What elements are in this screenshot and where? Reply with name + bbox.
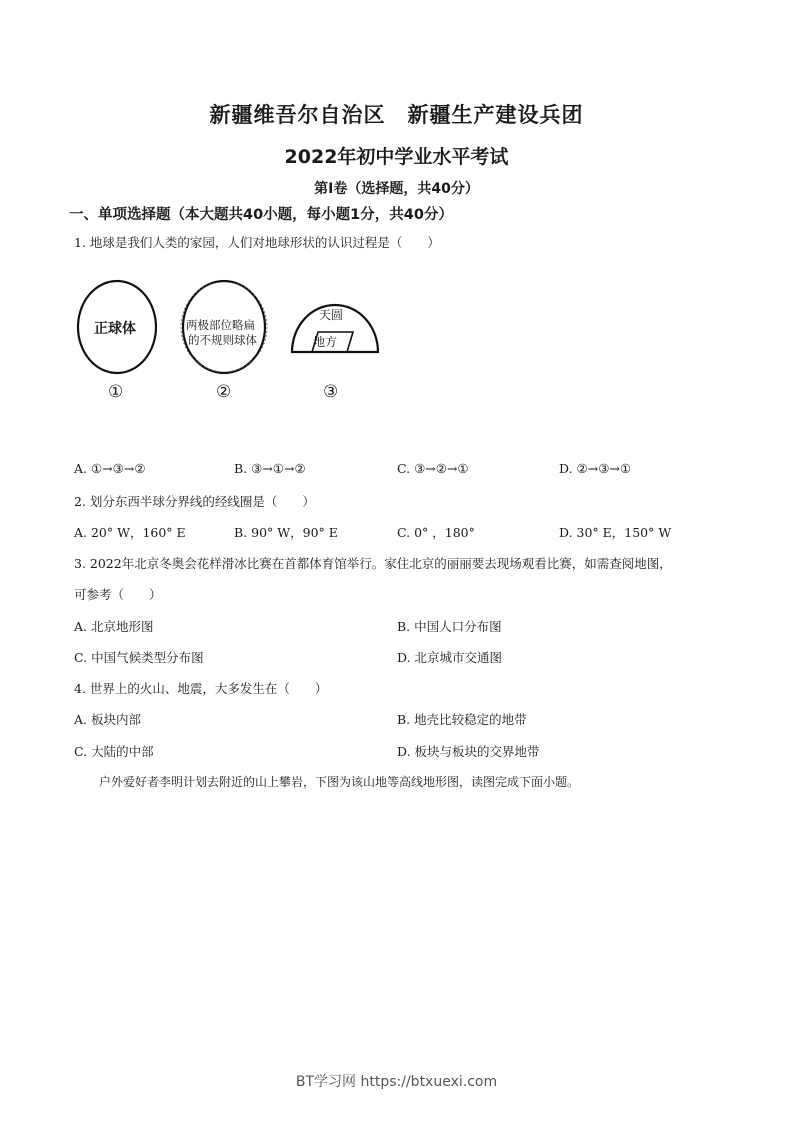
shape-3-label-top: 天圆 [319, 308, 344, 322]
question-2-stem: 2. 划分东西半球分界线的经线圈是（ ） [74, 494, 315, 509]
shape-2-number: ② [216, 382, 232, 402]
q4-option-b[interactable]: B. 地壳比较稳定的地带 [397, 712, 527, 727]
q2-option-a[interactable]: A. 20° W，160° E [74, 525, 186, 540]
q1-option-d[interactable]: D. ②→③→① [559, 461, 632, 476]
q1-option-c[interactable]: C. ③→②→① [397, 461, 469, 476]
q4-option-a[interactable]: A. 板块内部 [74, 712, 141, 727]
footer-watermark: BT学习网 https://btxuexi.com [295, 1074, 498, 1090]
question-4-stem: 4. 世界上的火山、地震，大多发生在（ ） [74, 681, 328, 696]
title-region: 新疆维吾尔自治区 [209, 103, 386, 127]
title-corps: 新疆生产建设兵团 [407, 103, 584, 127]
question-3-stem-line2: 可参考（ ） [74, 587, 162, 602]
q2-option-b[interactable]: B. 90° W，90° E [234, 525, 338, 540]
exam-title-line2: 2022年初中学业水平考试 [284, 146, 509, 168]
question-1-stem: 1. 地球是我们人类的家园，人们对地球形状的认识过程是（ ） [74, 235, 440, 250]
question-1-figure [72, 278, 392, 408]
q1-option-b[interactable]: B. ③→①→② [234, 461, 306, 476]
volume-title: 第Ⅰ卷（选择题，共40分） [314, 181, 479, 197]
q4-option-d[interactable]: D. 板块与板块的交界地带 [397, 744, 540, 759]
contour-map-intro: 户外爱好者李明计划去附近的山上攀岩，下图为该山地等高线地形图，读图完成下面小题。 [99, 775, 580, 789]
q2-option-d[interactable]: D. 30° E，150° W [559, 525, 672, 540]
exam-title-line1 [0, 99, 793, 129]
shape-2-label: 两极部位略扁 的不规则球体 [186, 318, 257, 347]
q4-option-c[interactable]: C. 大陆的中部 [74, 744, 154, 759]
q3-option-c[interactable]: C. 中国气候类型分布图 [74, 650, 204, 665]
question-3-stem-line1: 3. 2022年北京冬奥会花样滑冰比赛在首都体育馆举行。家住北京的丽丽要去现场观看比赛，如需查阅地图， [74, 556, 672, 571]
q3-option-a[interactable]: A. 北京地形图 [74, 619, 154, 634]
shape-1-number: ① [108, 382, 124, 402]
q3-option-d[interactable]: D. 北京城市交通图 [397, 650, 503, 665]
shape-1-label: 正球体 [94, 321, 136, 337]
section-heading: 一、单项选择题（本大题共40小题，每小题1分，共40分） [69, 207, 453, 223]
q1-option-a[interactable]: A. ①→③→② [74, 461, 146, 476]
q3-option-b[interactable]: B. 中国人口分布图 [397, 619, 502, 634]
q2-option-c[interactable]: C. 0° ，180° [397, 525, 475, 540]
shape-3-number: ③ [323, 382, 339, 402]
shape-3-label-bottom: 地方 [313, 335, 338, 349]
